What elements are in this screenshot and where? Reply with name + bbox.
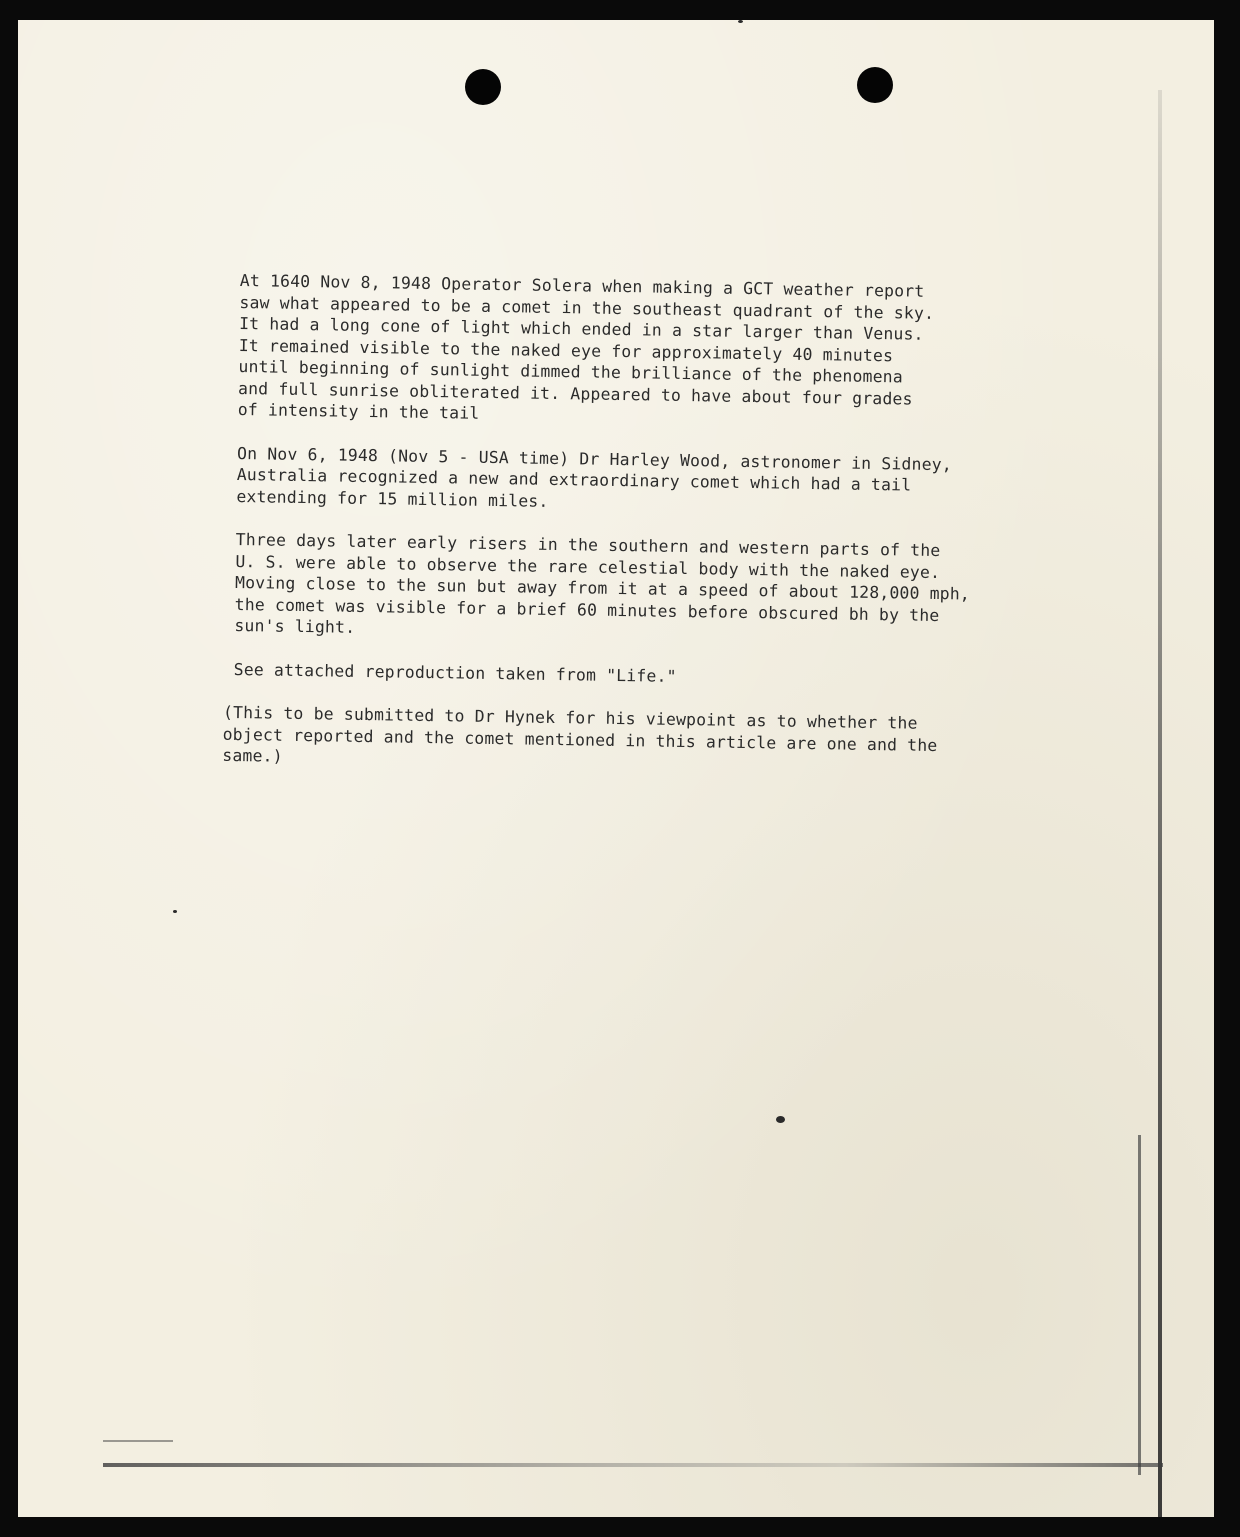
paper-sheet	[18, 20, 1214, 1517]
bottom-left-mark	[103, 1440, 173, 1442]
paragraph-us-observation: Three days later early risers in the southern and western parts of the U. S. were able to observe the rare celestial body with the naked eye. Moving close to the sun but away from it at a speed of about 128,000 mph, the comet was visible for a brief 60 minutes before obscured bh by the sun's light.	[234, 529, 971, 637]
typed-memo-body	[222, 270, 1040, 801]
ink-speck	[776, 1116, 785, 1123]
right-edge-shadow-inner	[1138, 1135, 1141, 1475]
punch-hole-left	[465, 69, 501, 105]
paragraph-attachment-note: See attached reproduction taken from "Life."	[233, 659, 677, 686]
punch-hole-right	[857, 67, 893, 103]
bottom-edge-shadow	[103, 1463, 1163, 1467]
paragraph-astronomer-report: On Nov 6, 1948 (Nov 5 - USA time) Dr Harley Wood, astronomer in Sidney, Australia recognized a new and extraordinary comet which had a tail extending for 15 million miles.	[236, 443, 953, 511]
paragraph-hynek-note: (This to be submitted to Dr Hynek for his viewpoint as to whether the object reported and the comet mentioned in this article are one and the same.)	[222, 702, 938, 766]
paragraph-operator-report: At 1640 Nov 8, 1948 Operator Solera when making a GCT weather report saw what appeared to be a comet in the southeast quadrant of the sky. It had a long cone of light which ended in a star larger than Venus. It remained visible to the naked eye for approximately 40 minutes until beginning of sunlight dimmed the brilliance of the phenomena and full sunrise obliterated it. Appeared to have about four grades of intensity in the tail	[237, 270, 935, 423]
ink-speck	[173, 910, 177, 913]
ink-speck	[738, 20, 743, 23]
right-edge-shadow	[1158, 90, 1162, 1517]
